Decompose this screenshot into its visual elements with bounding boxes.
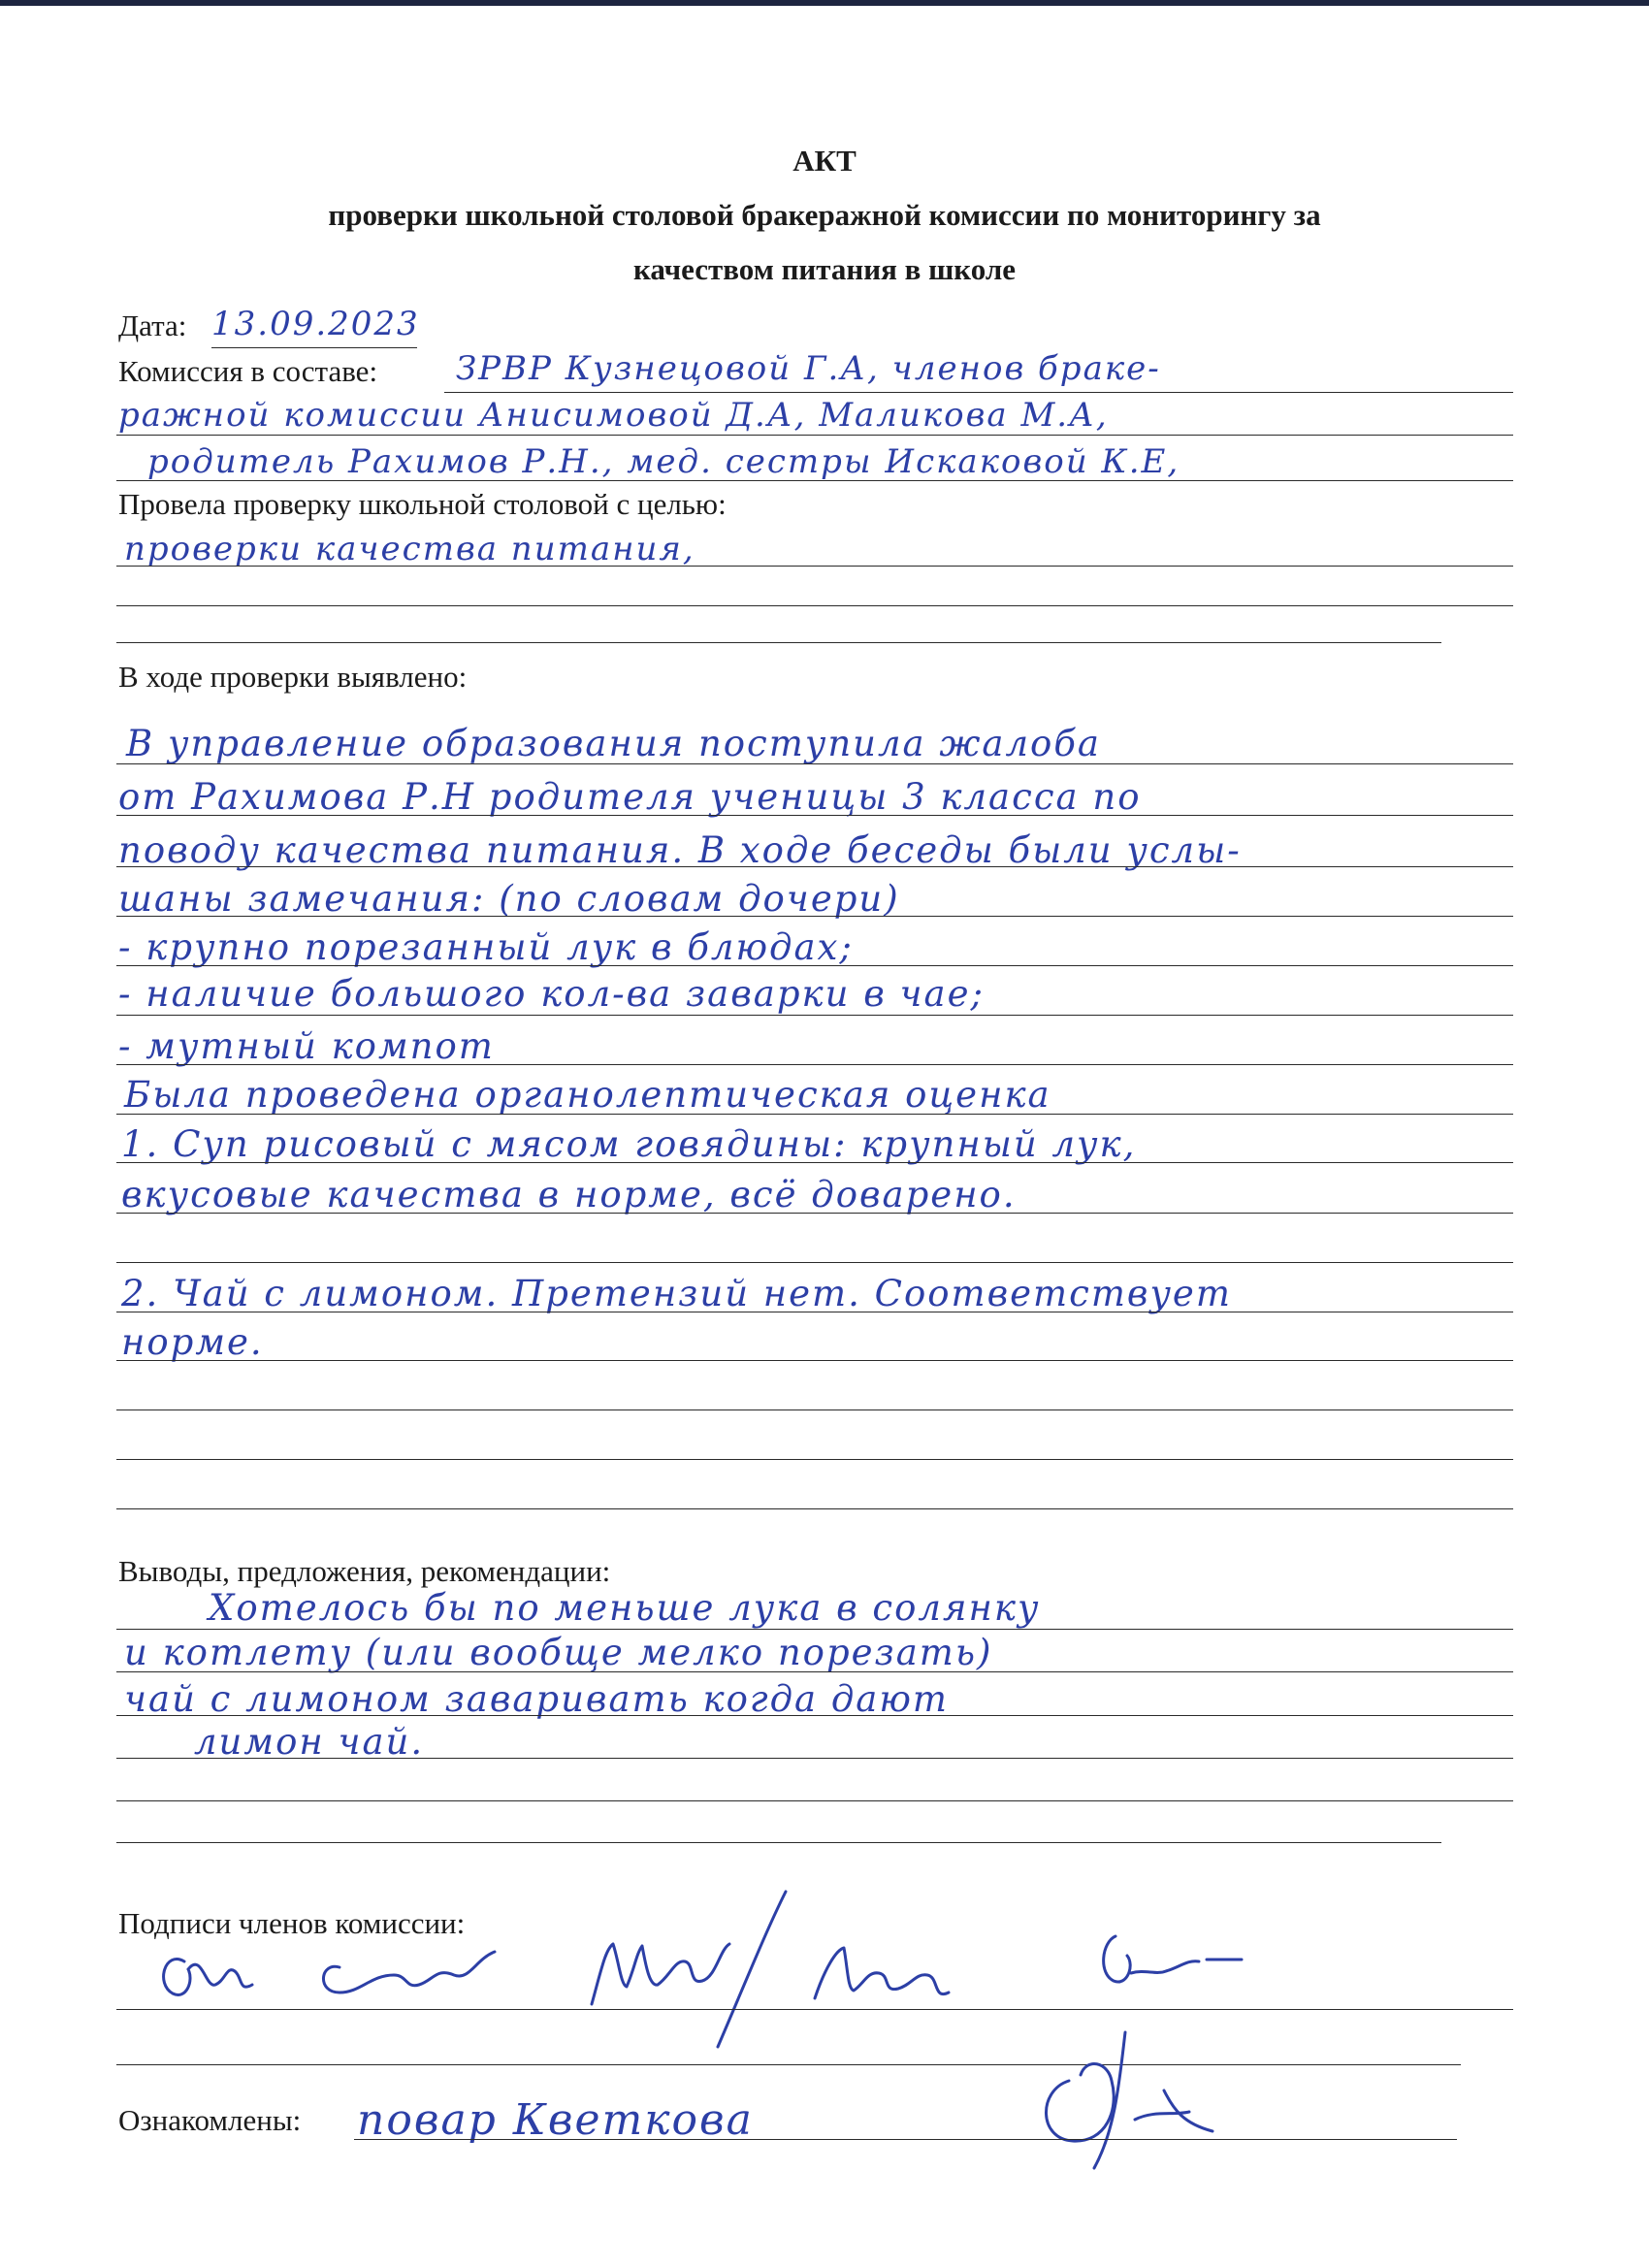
conclusions-rule-3 <box>116 1715 1513 1716</box>
signatures-rule-1 <box>116 2009 1513 2010</box>
findings-rule-13 <box>116 1360 1513 1361</box>
commission-rule-2 <box>116 435 1513 436</box>
purpose-rule-1 <box>116 566 1513 567</box>
conclusions-line-1: Хотелось бы по меньше лука в солянку <box>209 1587 1041 1629</box>
findings-line-7: - мутный компот <box>118 1025 495 1067</box>
findings-label: В ходе проверки выявлено: <box>118 660 468 694</box>
acquainted-label: Ознакомлены: <box>118 2103 302 2137</box>
findings-rule-9 <box>116 1162 1513 1163</box>
date-label: Дата: <box>118 308 187 342</box>
commission-rule-3 <box>116 480 1513 481</box>
findings-rule-11 <box>116 1262 1513 1263</box>
conclusions-rule-6 <box>116 1842 1441 1843</box>
document-subtitle-line-2: качеством питания в школе <box>633 252 1016 286</box>
commission-label: Комиссия в составе: <box>118 354 378 388</box>
date-value: 13.09.2023 <box>211 305 420 343</box>
document-title: АКТ <box>792 144 857 178</box>
findings-rule-14 <box>116 1409 1513 1410</box>
signatures-label: Подписи членов комиссии: <box>118 1906 466 1940</box>
findings-line-1: В управление образования поступила жалоба <box>126 723 1101 764</box>
purpose-rule-2 <box>116 605 1513 606</box>
purpose-line-1: проверки качества питания, <box>124 530 695 568</box>
conclusions-rule-2 <box>116 1671 1513 1672</box>
findings-line-13: норме. <box>121 1321 264 1363</box>
commission-line-3: родитель Рахимов Р.Н., мед. сестры Искаковой К.Е, <box>147 442 1180 481</box>
findings-rule-10 <box>116 1213 1513 1214</box>
cook-signature <box>1018 2023 1271 2178</box>
conclusions-rule-1 <box>116 1629 1513 1630</box>
scan-top-edge <box>0 0 1649 6</box>
findings-rule-4 <box>116 916 1513 917</box>
conclusions-line-2: и котлету (или вообще мелко порезать) <box>124 1632 993 1673</box>
findings-rule-15 <box>116 1459 1513 1460</box>
commission-line-2: ражной комиссии Анисимовой Д.А, Маликова М.А, <box>118 396 1109 435</box>
findings-rule-8 <box>116 1114 1513 1115</box>
findings-rule-1 <box>116 763 1513 764</box>
conclusions-rule-5 <box>116 1800 1513 1801</box>
document-subtitle-line-1: проверки школьной столовой бракеражной комиссии по мониторингу за <box>328 198 1321 232</box>
findings-line-3: поводу качества питания. В ходе беседы были услы- <box>118 829 1242 871</box>
findings-line-10: вкусовые качества в норме, всё доварено. <box>121 1174 1017 1215</box>
commission-rule-1 <box>444 392 1513 393</box>
commission-line-1: ЗРВР Кузнецовой Г.А, членов браке- <box>456 349 1161 388</box>
findings-line-12: 2. Чай с лимоном. Претензий нет. Соответствует <box>121 1273 1232 1314</box>
date-underline <box>211 347 417 348</box>
findings-rule-7 <box>116 1064 1513 1065</box>
findings-line-5: - крупно порезанный лук в блюдах; <box>118 926 854 968</box>
acquainted-value: повар Кветкова <box>357 2095 754 2145</box>
findings-line-8: Была проведена органолептическая оценка <box>124 1074 1051 1116</box>
findings-rule-16 <box>116 1508 1513 1509</box>
findings-rule-6 <box>116 1015 1513 1016</box>
findings-rule-3 <box>116 866 1513 867</box>
conclusions-line-4: лимон чай. <box>194 1721 425 1763</box>
conclusions-label: Выводы, предложения, рекомендации: <box>118 1554 611 1588</box>
findings-line-6: - наличие большого кол-ва заварки в чае; <box>118 973 985 1015</box>
findings-line-4: шаны замечания: (по словам дочери) <box>118 878 900 920</box>
purpose-label: Провела проверку школьной столовой с целью: <box>118 487 727 521</box>
purpose-rule-3 <box>116 642 1441 643</box>
conclusions-rule-4 <box>116 1758 1513 1759</box>
document-header <box>0 134 1649 297</box>
findings-line-2: от Рахимова Р.Н родителя ученицы 3 класса по <box>118 776 1142 818</box>
findings-rule-5 <box>116 965 1513 966</box>
findings-line-9: 1. Суп рисовый с мясом говядины: крупный лук, <box>121 1123 1137 1165</box>
acquainted-underline <box>354 2139 1457 2140</box>
conclusions-line-3: чай с лимоном заваривать когда дают <box>124 1678 950 1720</box>
findings-rule-2 <box>116 815 1513 816</box>
